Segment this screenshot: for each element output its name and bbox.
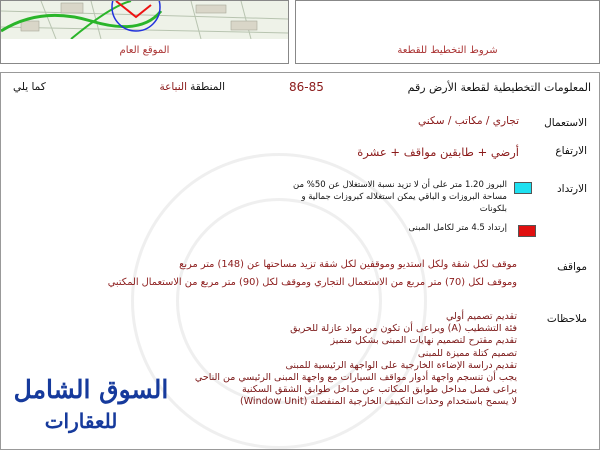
parking-label: مواقف: [557, 261, 587, 273]
header-title: المعلومات التخطيطية لقطعة الأرض رقم: [407, 81, 591, 94]
setback-item-1: البروز 1.20 متر على أن لا تزيد نسبة الاستغلال عن 50% من مساحة البروزات و الباقي يمكن استغلاله كبروزات جمالية و بلكونات: [293, 180, 507, 214]
parking-line-1: موقف لكل شقة ولكل استديو وموقفين لكل شقة تزيد مساحتها عن (148) متر مربع: [179, 259, 517, 270]
plot-number: 86-85: [289, 80, 324, 94]
usage-value: تجاري / مكاتب / سكني: [418, 115, 519, 127]
note-line: تقديم تصميم أولي: [445, 311, 517, 322]
setback-item-2: إرتداد 4.5 متر لكامل المبنى: [408, 223, 507, 233]
area-label: المنطقة: [190, 81, 225, 93]
general-site-panel: [0, 0, 289, 64]
usage-label: الاستعمال: [544, 117, 587, 129]
height-value: أرضي + طابقين مواقف + عشرة: [357, 145, 519, 159]
note-line: تصميم كتلة مميزة للمبنى: [417, 347, 517, 359]
setback-label: الارتداد: [556, 183, 587, 195]
height-label: الارتفاع: [555, 145, 587, 157]
plot-planning-panel: [295, 0, 600, 64]
plot-planning-caption: شروط التخطيط للقطعة: [397, 45, 498, 56]
note-line: لا يسمح باستخدام وحدات التكييف الخارجية المنفصلة (Window Unit): [240, 396, 517, 408]
note-line: يجب أن تنسجم واجهة أدوار مواقف السيارات مع واجهة المبنى الرئيسي من الناحي: [194, 372, 517, 384]
note-line: فئة التشطيب (A) ويراعى أن تكون من مواد عازلة للحريق: [290, 323, 517, 335]
notes-label: ملاحظات: [546, 313, 587, 325]
area-name: النباعة: [159, 81, 187, 93]
site-map-image: [1, 1, 288, 39]
general-site-caption: الموقع العام: [119, 45, 170, 56]
parking-line-2: وموقف لكل (70) متر مربع من الاستعمال التجاري وموقف لكل (90) متر مربع من الاستعمال المكتبي: [107, 277, 517, 288]
setback-swatch-cyan: [514, 182, 532, 194]
setback-swatch-red: [518, 225, 536, 237]
brand-line-1: السوق الشامل: [13, 375, 169, 404]
brand-line-2: للعقارات: [44, 409, 118, 433]
brand-logo: [11, 373, 171, 435]
note-line: تقديم دراسة الإضاءة الخارجية على الواجهة الرئيسية للمبنى: [285, 359, 517, 371]
header-suffix: كما يلي: [13, 81, 46, 93]
planning-info-sheet: [0, 72, 600, 450]
note-line: تقديم مقترح لتصميم نهايات المبنى بشكل متميز: [330, 335, 517, 347]
note-line: يراعى فصل مداخل طوابق المكاتب عن مداخل طوابق الشقق السكنية: [241, 384, 517, 396]
notes-list: [177, 311, 517, 409]
